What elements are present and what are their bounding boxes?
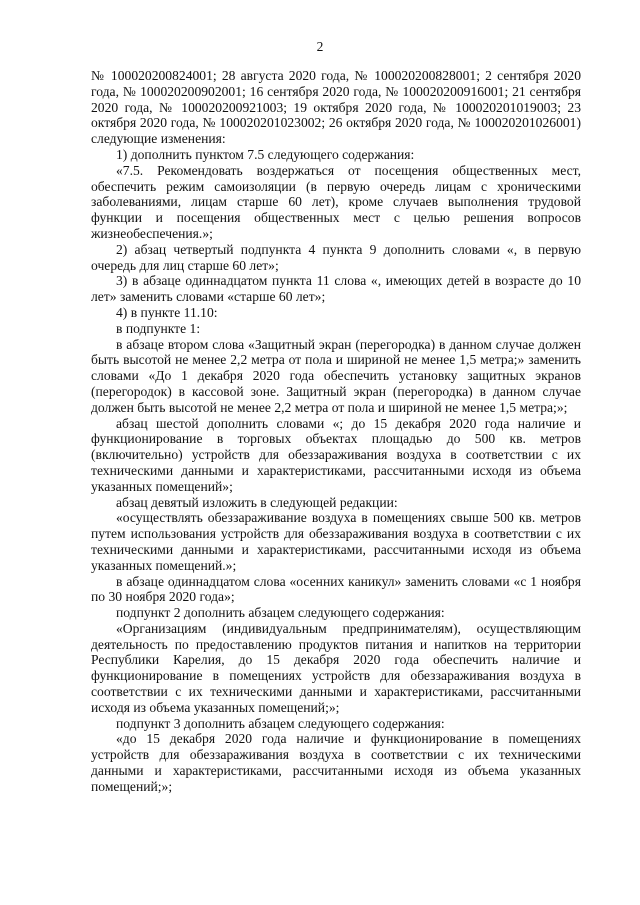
document-body [91,68,581,795]
paragraph: 2) абзац четвертый подпункта 4 пункта 9 дополнить словами «, в первую очередь для лиц старше 60 лет»; [91,241,581,273]
paragraph: № 100020200824001; 28 августа 2020 года, № 100020200828001; 2 сентября 2020 года, № 100020200902001; 16 сентября 2020 года, № 100020200916001; 21 сентября 2020 года, № 100020200921003; 19 октября 2020 года, № 100020201019003; 23 октября 2020 года, № 100020201023002; 26 октября 2020 года, № 100020201026001) следующие изменения: [91,68,581,147]
paragraph: абзац девятый изложить в следующей редакции: [116,494,398,510]
paragraph: подпункт 2 дополнить абзацем следующего содержания: [116,605,445,621]
page-number: 2 [316,39,324,54]
paragraph: «Организациям (индивидуальным предпринимателям), осуществляющим деятельность по предоставлению продуктов питания и напитков на территории Республики Карелия, до 15 декабря 2020 года обеспечить наличие и функционирование в помещениях устройств для обеззараживания воздуха в соответствии с их техническими данными и характеристиками, рассчитанными исходя из объема указанных помещений;»; [91,620,581,715]
paragraph: 4) в пункте 11.10: [116,304,218,320]
paragraph: абзац шестой дополнить словами «; до 15 декабря 2020 года наличие и функционирование в торговых объектах площадью до 500 кв. метров (включительно) устройств для обеззараживания воздуха в соответствии с их техническими данными и характеристиками, рассчитанными исходя из объема указанных помещений»; [91,415,581,494]
paragraph: подпункт 3 дополнить абзацем следующего содержания: [116,715,445,731]
paragraph: «7.5. Рекомендовать воздержаться от посещения общественных мест, обеспечить режим самоизоляции (в первую очередь лицам с хроническими заболеваниями, лицам старше 60 лет), кроме случаев выполнения трудовой функции и посещения общественных мест с целью решения вопросов жизнеобеспечения.»; [91,162,581,241]
paragraph: в подпункте 1: [116,320,201,336]
paragraph: в абзаце втором слова «Защитный экран (перегородка) в данном случае должен быть высотой не менее 2,2 метра от пола и шириной не менее 1,5 метра;» заменить словами «До 1 декабря 2020 года обеспечить установку защитных экранов (перегородок) в кассовой зоне. Защитный экран (перегородка) в данном случае должен быть высотой не менее 2,2 метра от пола и шириной не менее 1,5 метра;»; [91,336,581,415]
paragraph: 3) в абзаце одиннадцатом пункта 11 слова «, имеющих детей в возрасте до 10 лет» заменить словами «старше 60 лет»; [91,273,581,305]
paragraph: «осуществлять обеззараживание воздуха в помещениях свыше 500 кв. метров путем использования устройств для обеззараживания воздуха в соответствии с их техническими данными и характеристиками, рассчитанными исходя из объема указанных помещений.»; [91,510,581,573]
paragraph: в абзаце одиннадцатом слова «осенних каникул» заменить словами «с 1 ноября по 30 ноября 2020 года»; [91,573,581,605]
paragraph: 1) дополнить пунктом 7.5 следующего содержания: [116,146,415,162]
paragraph: «до 15 декабря 2020 года наличие и функционирование в помещениях устройств для обеззараживания воздуха в соответствии с их техническими данными и характеристиками, рассчитанными исходя из объема указанных помещений;»; [91,731,581,794]
